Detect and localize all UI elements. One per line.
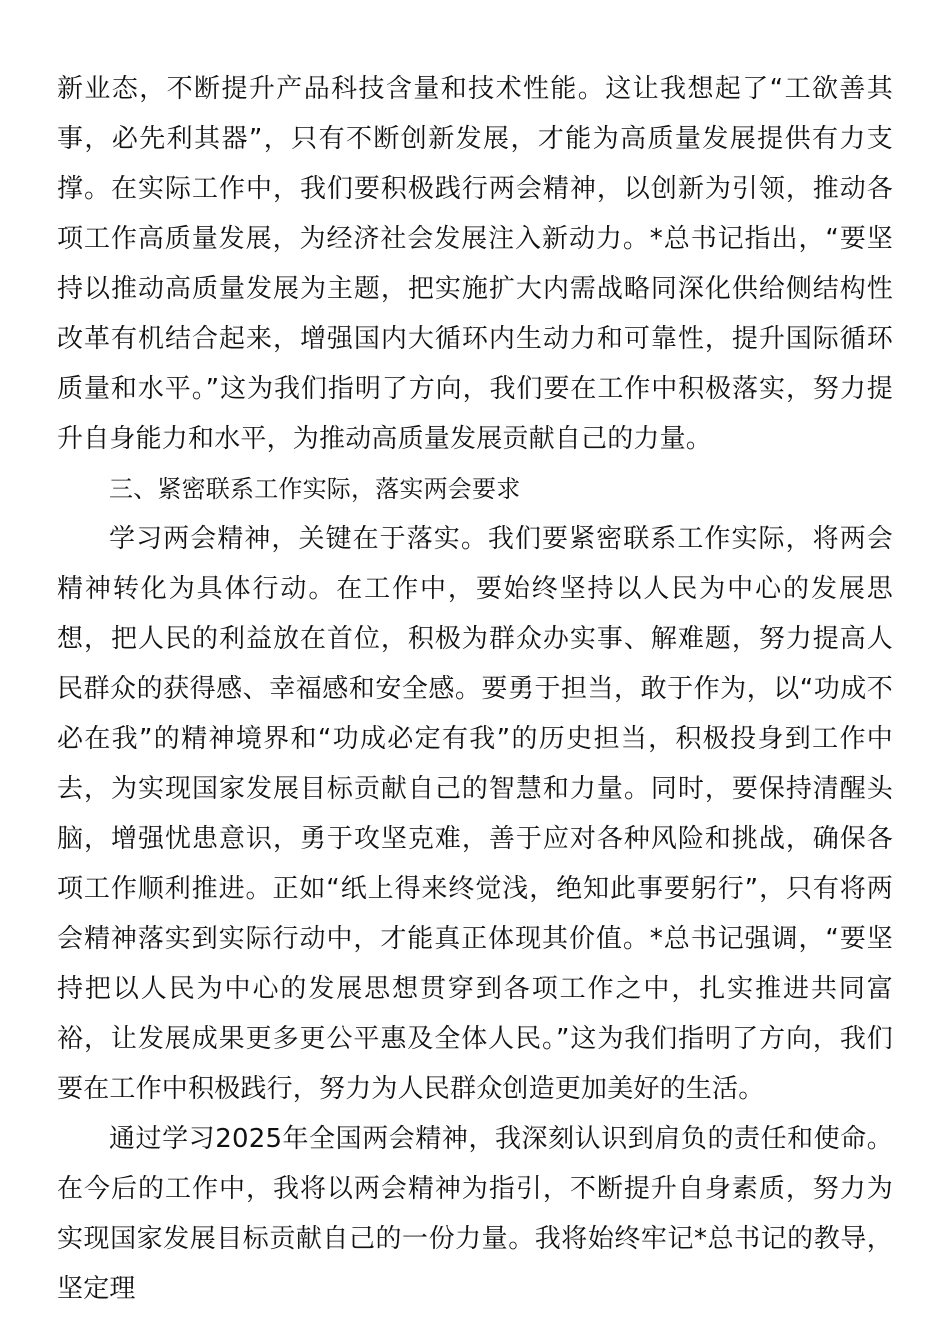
paragraph-implementation: 学习两会精神，关键在于落实。我们要紧密联系工作实际，将两会精神转化为具体行动。在工作中，要始终坚持以人民为中心的发展思想，把人民的利益放在首位，积极为群众办实事、解难题，努力提高人民群众的获得感、幸福感和安全感。要勇于担当，敢于作为，以“功成不必在我”的精神境界和“功成必定有我”的历史担当，积极投身到工作中去，为实现国家发展目标贡献自己的智慧和力量。同时，要保持清醒头脑，增强忧患意识，勇于攻坚克难，善于应对各种风险和挑战，确保各项工作顺利推进。正如“纸上得来终觉浅，绝知此事要躬行”，只有将两会精神落实到实际行动中，才能真正体现其价值。*总书记强调，“要坚持把以人民为中心的发展思想贯穿到各项工作之中，扎实推进共同富裕，让发展成果更多更公平惠及全体人民。”这为我们指明了方向，我们要在工作中积极践行，努力为人民群众创造更加美好的生活。 — [57, 524, 893, 1104]
document-body — [57, 64, 893, 1314]
section-heading-three: 三、紧密联系工作实际，落实两会要求 — [109, 475, 521, 503]
paragraph-continuation: 新业态，不断提升产品科技含量和技术性能。这让我想起了“工欲善其事，必先利其器”，只有不断创新发展，才能为高质量发展提供有力支撑。在实际工作中，我们要积极践行两会精神，以创新为引领，推动各项工作高质量发展，为经济社会发展注入新动力。*总书记指出，“要坚持以推动高质量发展为主题，把实施扩大内需战略同深化供给侧结构性改革有机结合起来，增强国内大循环内生动力和可靠性，提升国际循环质量和水平。”这为我们指明了方向，我们要在工作中积极落实，努力提升自身能力和水平，为推动高质量发展贡献自己的力量。 — [57, 74, 893, 454]
paragraph-conclusion: 通过学习2025年全国两会精神，我深刻认识到肩负的责任和使命。在今后的工作中，我将以两会精神为指引，不断提升自身素质，努力为实现国家发展目标贡献自己的一份力量。我将始终牢记*总书记的教导，坚定理 — [57, 1124, 893, 1304]
